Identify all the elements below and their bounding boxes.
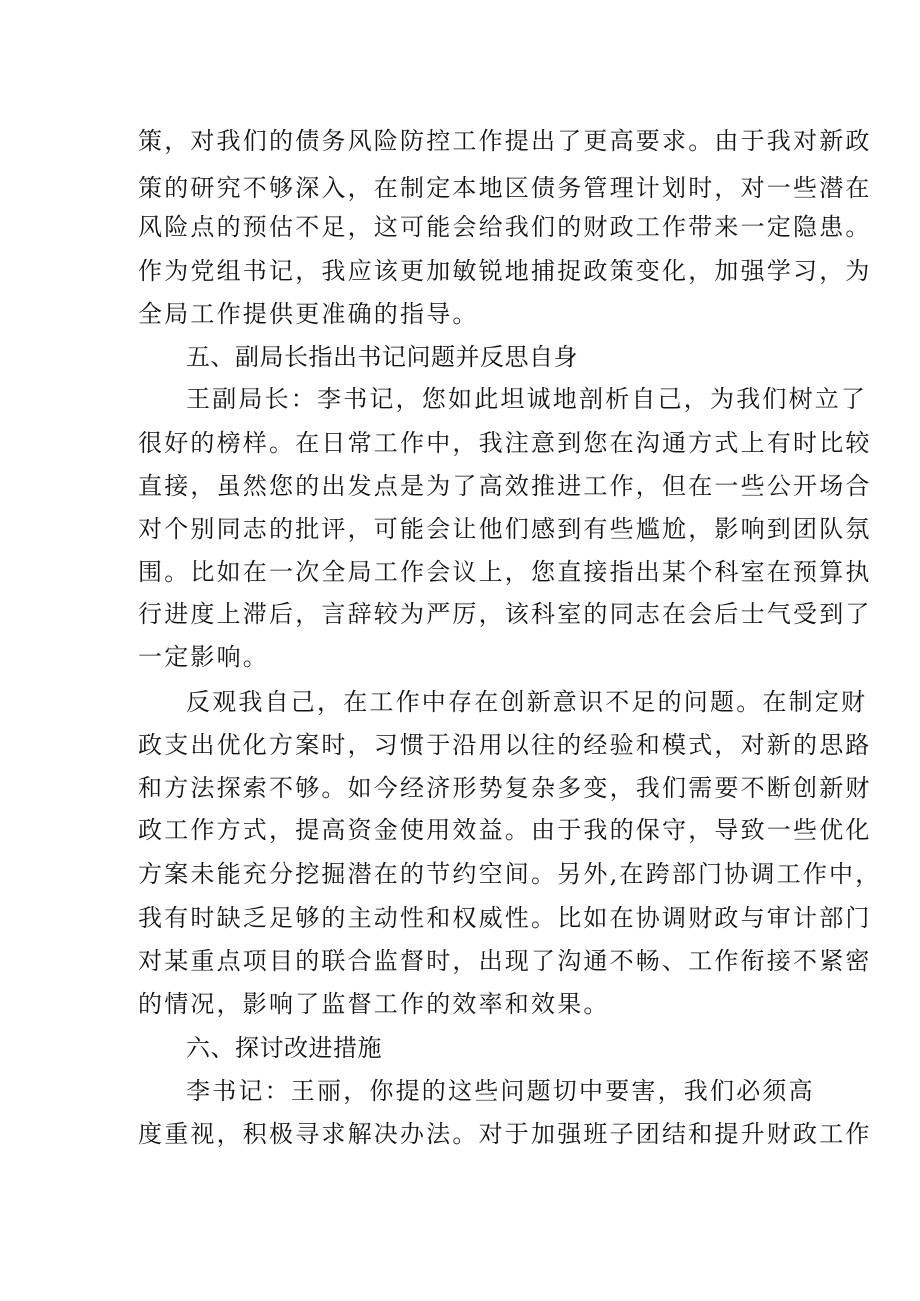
paragraph-line: 围。比如在一次全局工作会议上，您直接指出某个科室在预算执 [138,558,872,586]
paragraph-line: 策的研究不够深入，在制定本地区债务管理计划时，对一些潜在 [138,174,872,202]
paragraph-line: 李书记：王丽，你提的这些问题切中要害，我们必须高 [186,1077,815,1105]
section-heading-6: 六、探讨改进措施 [186,1034,382,1062]
paragraph-line: 和方法探索不够。如今经济形势复杂多变，我们需要不断创新财 [138,774,872,802]
paragraph-line: 的情况，影响了监督工作的效率和效果。 [138,990,610,1018]
paragraph-line: 对个别同志的批评，可能会让他们感到有些尴尬，影响到团队氛 [138,515,872,543]
paragraph-line: 度重视，积极寻求解决办法。对于加强班子团结和提升财政工作 [138,1120,872,1148]
paragraph-line: 对某重点项目的联合监督时，出现了沟通不畅、工作衔接不紧密 [138,947,872,975]
paragraph-line: 风险点的预估不足，这可能会给我们的财政工作带来一定隐患。 [138,213,872,241]
paragraph-line: 直接，虽然您的出发点是为了高效推进工作，但在一些公开场合 [138,472,872,500]
paragraph-line: 行进度上滞后，言辞较为严厉，该科室的同志在会后士气受到了 [138,600,872,628]
paragraph-line: 我有时缺乏足够的主动性和权威性。比如在协调财政与审计部门 [138,904,872,932]
paragraph-line: 作为党组书记，我应该更加敏锐地捕捉政策变化，加强学习，为 [138,257,872,285]
paragraph-line: 王副局长：李书记，您如此坦诚地剖析自己，为我们树立了 [186,385,868,413]
paragraph-line: 政工作方式，提高资金使用效益。由于我的保守，导致一些优化 [138,816,872,844]
paragraph-line: 反观我自己，在工作中存在创新意识不足的问题。在制定财 [186,688,868,716]
paragraph-line: 政支出优化方案时，习惯于沿用以往的经验和模式，对新的思路 [138,731,872,759]
paragraph-line: 一定影响。 [138,643,269,671]
paragraph-line: 很好的榜样。在日常工作中，我注意到您在沟通方式上有时比较 [138,429,872,457]
paragraph-line: 策，对我们的债务风险防控工作提出了更高要求。由于我对新政 [138,127,872,155]
paragraph-line: 方案未能充分挖掘潜在的节约空间。另外,在跨部门协调工作中， [138,860,882,888]
paragraph-line: 全局工作提供更准确的指导。 [138,300,479,328]
section-heading-5: 五、副局长指出书记问题并反思自身 [186,343,578,371]
